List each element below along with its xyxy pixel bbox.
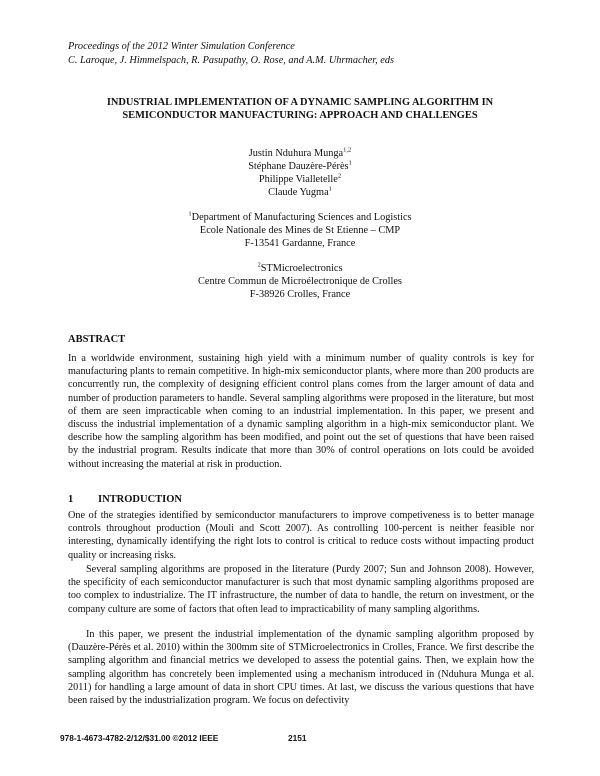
- copyright-line: 978-1-4673-4782-2/12/$31.00 ©2012 IEEE: [60, 733, 219, 743]
- section-heading-introduction: [68, 493, 182, 506]
- affiliation-1-line-3: F-13541 Gardanne, France: [244, 238, 356, 249]
- affiliation-2-line-2: Centre Commun de Microélectronique de Crolles: [198, 276, 402, 287]
- affiliation-company: STMicroelectronics: [260, 263, 343, 274]
- affiliation-2-line-1: [120, 262, 480, 276]
- editors-line: C. Laroque, J. Himmelspach, R. Pasupathy, O. Rose, and A.M. Uhrmacher, eds: [68, 55, 395, 66]
- page-number: 2151: [288, 733, 307, 743]
- affiliation-mark: 2: [257, 261, 261, 269]
- paper-title-line-1: INDUSTRIAL IMPLEMENTATION OF A DYNAMIC SAMPLING ALGORITHM IN: [106, 97, 494, 108]
- abstract-text: In a worldwide environment, sustaining high yield with a minimum number of quality controls is key for manufacturing plants to remain competitive. In high-mix semiconductor plants, where more than 200 products are concurrently run, the complexity of designing efficient control plans comes from the larger amount of data and number of production parameters to handle. Several sampling algorithms were proposed in the literature, but most of them are seen impracticable when coming to an industrial implementation. In this paper, we present and discuss the industrial implementation of a dynamic sampling algorithm in a high-mix semiconductor plant. We describe how the sampling algorithm has been modified, and point out the set of questions that have been raised by the industrial program. Results indicate that more than 30% of control operations on lots could be avoided without increasing the material at risk in production.: [68, 353, 534, 470]
- intro-paragraph-2: Several sampling algorithms are proposed in the literature (Purdy 2007; Sun and Johnson 2008). However, the specificity of each semiconductor manufacturer is such that most dynamic sampling algorithms proposed are too complex to industrialize. The IT infrastructure, the number of data to handle, the return on investment, or the company culture are some of factors that often lead to impracticability of many sampling algorithms.: [68, 564, 534, 615]
- author-name: Justin Nduhura Munga: [248, 148, 344, 159]
- affiliation-2-line-3: F-38926 Crolles, France: [249, 289, 351, 300]
- author-name: Stéphane Dauzère-Pérès: [248, 161, 349, 172]
- section-number: 1: [68, 494, 74, 505]
- author-affiliation-mark: 2: [337, 172, 342, 180]
- section-title: INTRODUCTION: [98, 494, 183, 505]
- author: [120, 186, 480, 200]
- paper-title-line-2: SEMICONDUCTOR MANUFACTURING: APPROACH AND CHALLENGES: [122, 110, 478, 121]
- author: [120, 147, 480, 161]
- author-affiliation-mark: 1,2: [343, 146, 352, 154]
- author-name: Philippe Vialletelle: [258, 174, 338, 185]
- affiliation-department: Department of Manufacturing Sciences and Logistics: [191, 212, 412, 223]
- intro-paragraph-1: One of the strategies identified by semiconductor manufacturers to improve competiveness is to better manage controls throughout production (Mouli and Scott 2007). As controlling 100-percent is neither feasible nor interesting, dynamically identifying the right lots to control is critical to reduce costs without impacting product quality or increasing risks.: [68, 510, 534, 561]
- intro-paragraph-3: In this paper, we present the industrial implementation of the dynamic sampling algorithm proposed by (Dauzère-Pérès et al. 2010) within the 300mm site of STMicroelectronics in Crolles, France. We first describe the sampling algorithm and financial metrics we developed to assess the potential gains. Then, we explain how the sampling algorithm has concretely been implemented using a mechanism introduced in (Nduhura Munga et al. 2011) for handling a large amount of data in short CPU times. At last, we discuss the various questions that have been raised by the industrialization program. We focus on defectivity: [68, 629, 534, 707]
- author: [120, 173, 480, 187]
- author-affiliation-mark: 1: [348, 159, 352, 167]
- author: [120, 160, 480, 174]
- conference-name: Proceedings of the 2012 Winter Simulation Conference: [68, 41, 295, 52]
- affiliation-1-line-2: Ecole Nationale des Mines de St Etienne – CMP: [199, 225, 401, 236]
- author-name: Claude Yugma: [268, 187, 329, 198]
- abstract-heading: ABSTRACT: [68, 334, 126, 345]
- affiliation-1-line-1: [120, 211, 480, 225]
- affiliation-mark: 1: [188, 210, 192, 218]
- author-affiliation-mark: 1: [328, 185, 332, 193]
